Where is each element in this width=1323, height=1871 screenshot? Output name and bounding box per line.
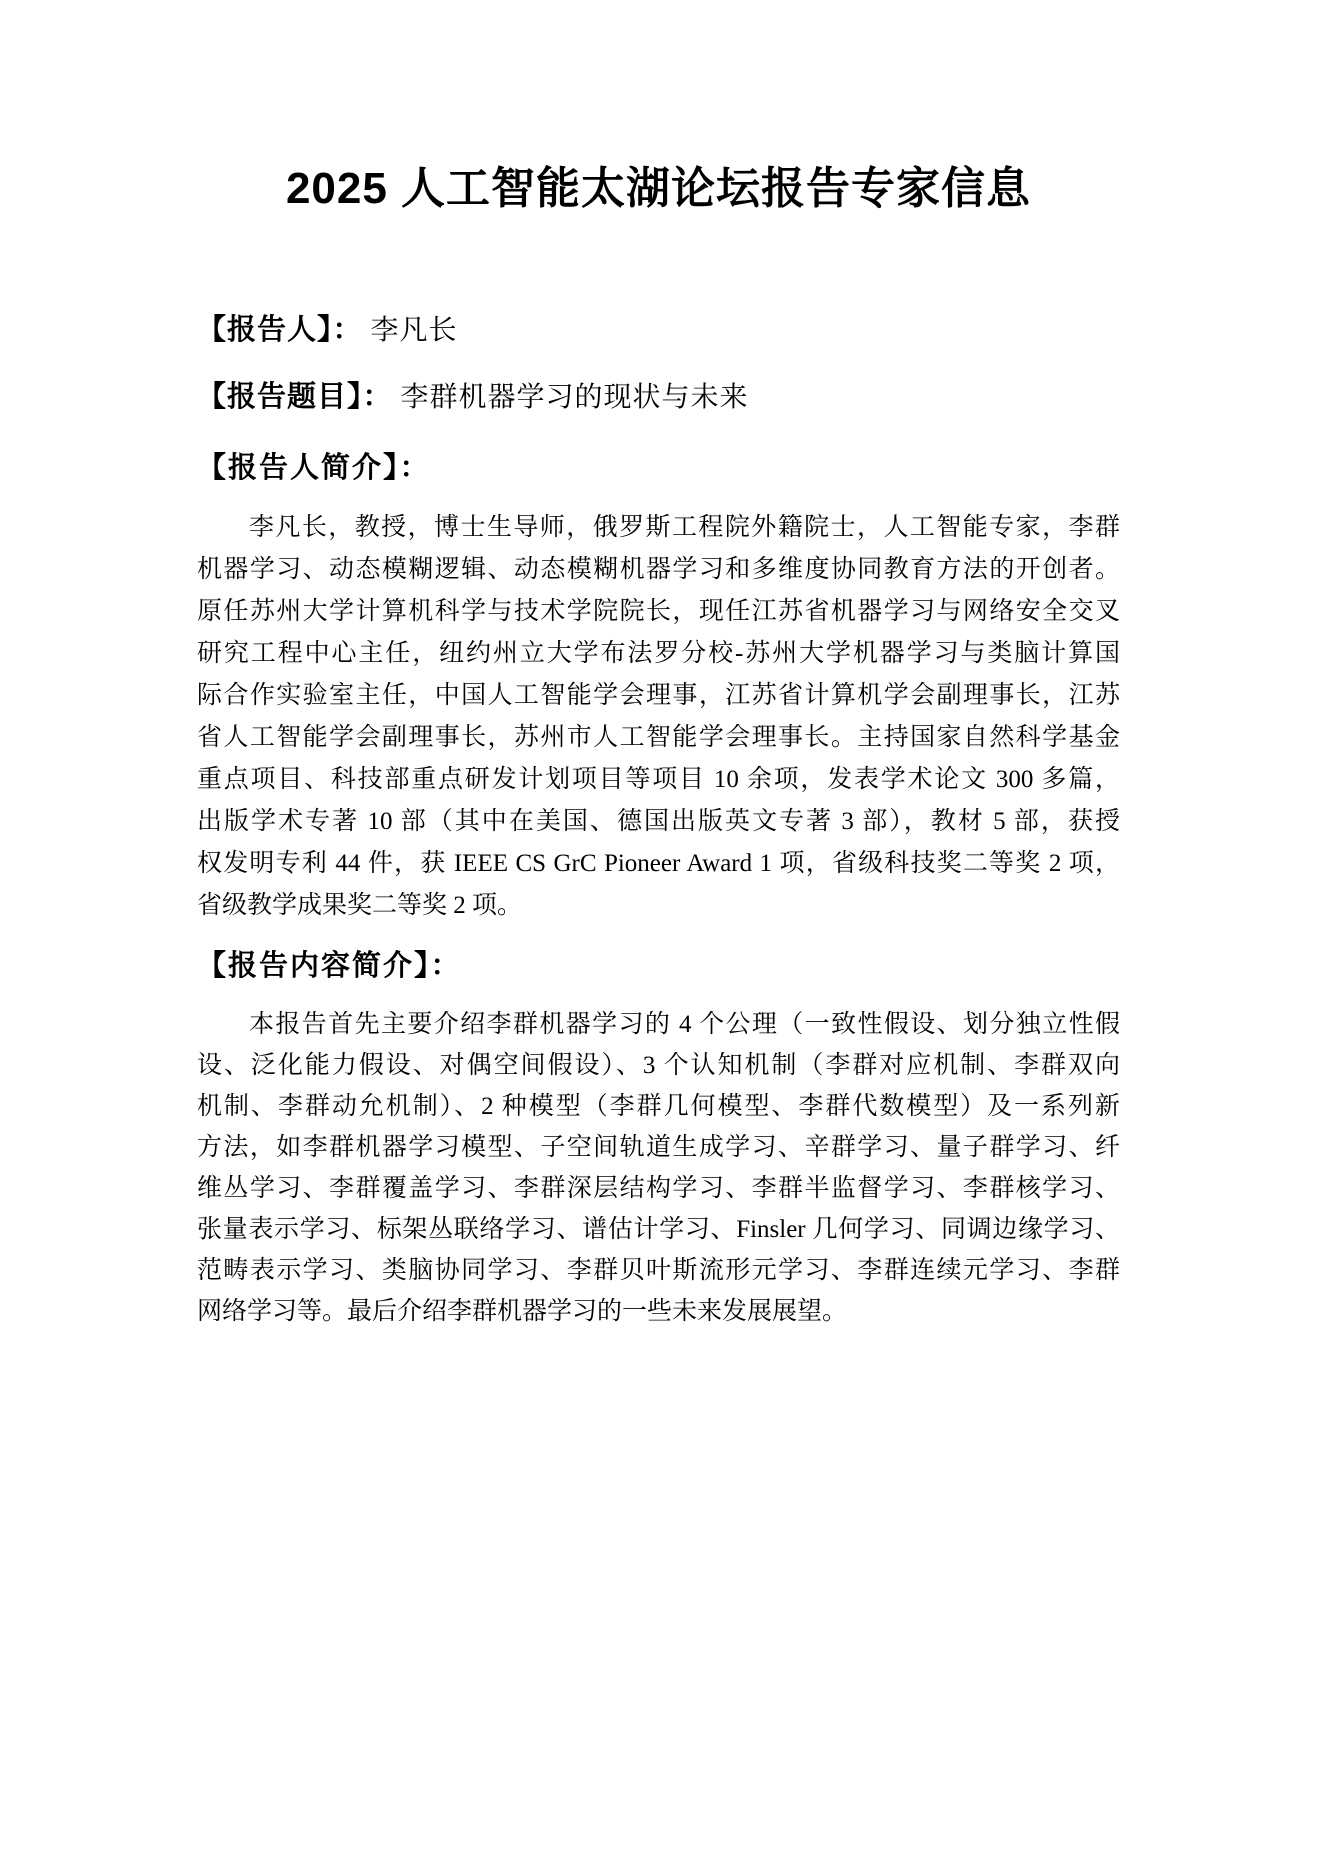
field-report-title-colon: ： [362, 381, 392, 413]
document-title: 2025 人工智能太湖论坛报告专家信息 [285, 164, 1032, 213]
text-line: 维丛学习、李群覆盖学习、李群深层结构学习、李群半监督学习、李群核学习、 [197, 1175, 1120, 1202]
text-line: 出版学术专著 10 部（其中在美国、德国出版英文专著 3 部），教材 5 部，获授 [197, 808, 1120, 835]
field-speaker-label: 【报告人】 [197, 314, 333, 346]
text-line: 研究工程中心主任，纽约州立大学布法罗分校-苏州大学机器学习与类脑计算国 [197, 640, 1120, 667]
text-line: 网络学习等。最后介绍李群机器学习的一些未来发展展望。 [197, 1298, 848, 1325]
text-line: 省人工智能学会副理事长，苏州市人工智能学会理事长。主持国家自然科学基金 [197, 724, 1120, 751]
section-heading-report-abstract: 【报告内容简介】： [197, 950, 462, 982]
text-line: 范畴表示学习、类脑协同学习、李群贝叶斯流形元学习、李群连续元学习、李群 [197, 1257, 1120, 1284]
text-line: 张量表示学习、标架丛联络学习、谱估计学习、Finsler 几何学习、同调边缘学习、 [197, 1216, 1120, 1243]
speaker-bio-paragraph [197, 507, 1120, 927]
text-line: 际合作实验室主任，中国人工智能学会理事，江苏省计算机学会副理事长，江苏 [197, 682, 1120, 709]
text-line: 机制、李群动允机制）、2 种模型（李群几何模型、李群代数模型）及一系列新 [197, 1093, 1120, 1120]
field-speaker [197, 312, 1187, 349]
report-abstract-paragraph [197, 1004, 1120, 1332]
field-report-title-value: 李群机器学习的现状与未来 [400, 382, 749, 413]
text-line: 重点项目、科技部重点研发计划项目等项目 10 余项，发表学术论文 300 多篇， [197, 766, 1120, 793]
field-report-title [197, 379, 1187, 416]
text-line: 设、泛化能力假设、对偶空间假设）、3 个认知机制（李群对应机制、李群双向 [197, 1052, 1120, 1079]
text-line: 本报告首先主要介绍李群机器学习的 4 个公理（一致性假设、划分独立性假 [249, 1011, 1120, 1038]
section-heading-speaker-bio: 【报告人简介】： [197, 452, 431, 484]
field-speaker-colon: ： [332, 314, 362, 346]
text-line: 省级教学成果奖二等奖 2 项。 [197, 892, 523, 919]
text-line: 机器学习、动态模糊逻辑、动态模糊机器学习和多维度协同教育方法的开创者。 [197, 556, 1120, 583]
text-line: 原任苏州大学计算机科学与技术学院院长，现任江苏省机器学习与网络安全交叉 [197, 598, 1120, 625]
text-line: 方法，如李群机器学习模型、子空间轨道生成学习、辛群学习、量子群学习、纤 [197, 1134, 1120, 1161]
text-line: 权发明专利 44 件，获 IEEE CS GrC Pioneer Award 1 项，省级科技奖二等奖 2 项， [197, 850, 1120, 877]
field-speaker-value: 李凡长 [370, 315, 458, 346]
text-line: 李凡长，教授，博士生导师，俄罗斯工程院外籍院士，人工智能专家，李群 [249, 514, 1120, 541]
field-report-title-label: 【报告题目】 [197, 381, 363, 413]
